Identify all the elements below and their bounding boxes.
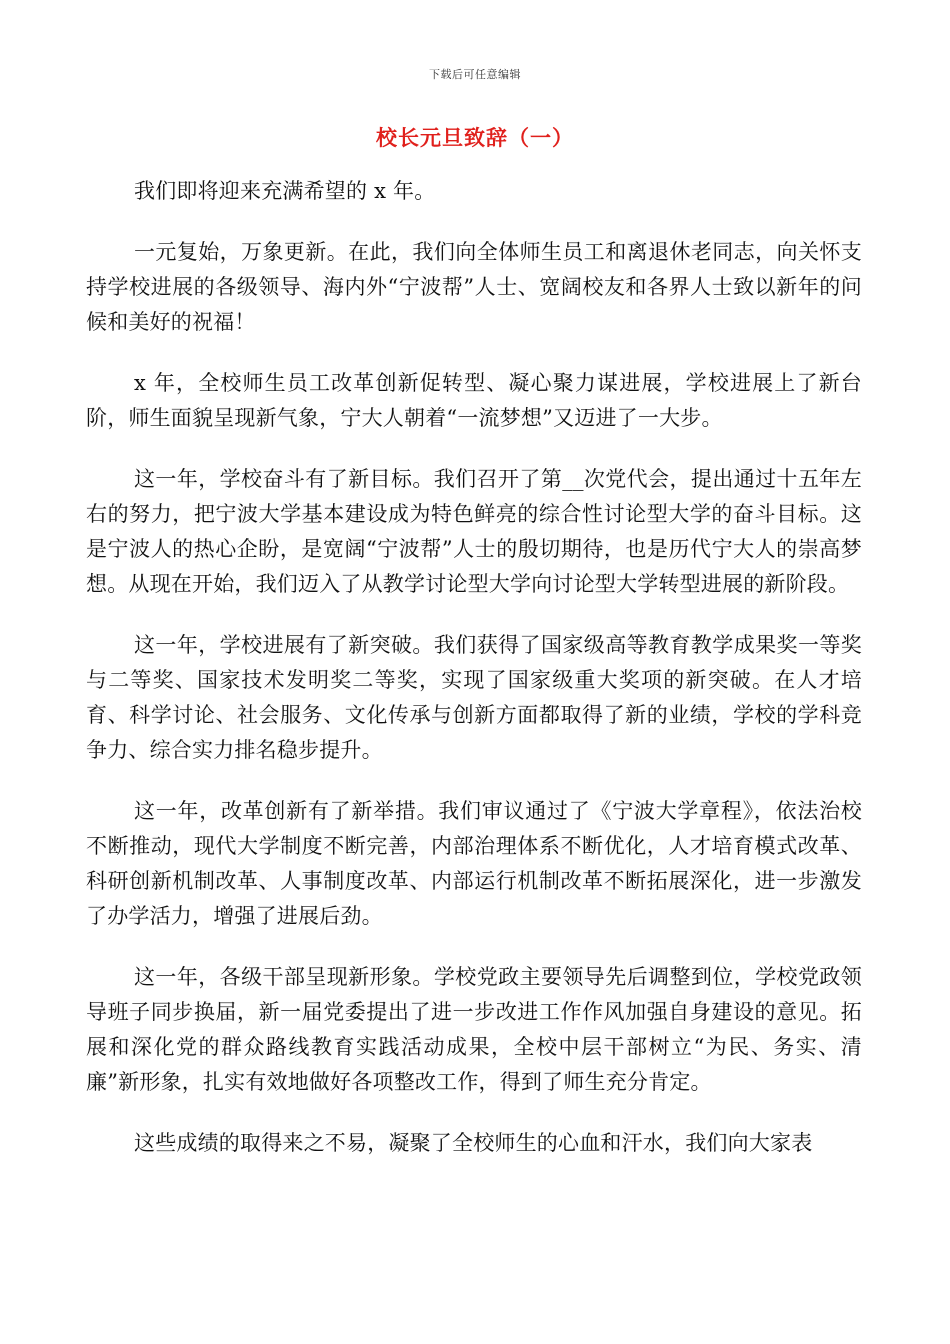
paragraph: x 年，全校师生员工改革创新促转型、凝心聚力谋进展，学校进展上了新台阶，师生面貌呈现新气象，宁大人朝着“一流梦想”又迈进了一大步。: [86, 371, 862, 430]
paragraph: 这些成绩的取得来之不易，凝聚了全校师生的心血和汗水，我们向大家表: [134, 1131, 813, 1155]
paragraph: 这一年，改革创新有了新举措。我们审议通过了《宁波大学章程》，依法治校不断推动，现代大学制度不断完善，内部治理体系不断优化，人才培育模式改革、科研创新机制改革、人事制度改革、内部运行机制改革不断拓展深化，进一步激发了办学活力，增强了进展后劲。: [86, 799, 862, 928]
header-note: 下载后可任意编辑: [429, 68, 521, 81]
paragraph: 一元复始，万象更新。在此，我们向全体师生员工和离退休老同志，向关怀支持学校进展的各级领导、海内外“宁波帮”人士、宽阔校友和各界人士致以新年的问候和美好的祝福！: [86, 240, 862, 334]
paragraph: 这一年，学校进展有了新突破。我们获得了国家级高等教育教学成果奖一等奖与二等奖、国家技术发明奖二等奖，实现了国家级重大奖项的新突破。在人才培育、科学讨论、社会服务、文化传承与创新方面都取得了新的业绩，学校的学科竞争力、综合实力排名稳步提升。: [86, 633, 862, 762]
document-body: [86, 174, 862, 1187]
paragraph: 我们即将迎来充满希望的 x 年。: [134, 179, 436, 203]
paragraph: 这一年，各级干部呈现新形象。学校党政主要领导先后调整到位，学校党政领导班子同步换届，新一届党委提出了进一步改进工作作风加强自身建设的意见。拓展和深化党的群众路线教育实践活动成果，全校中层干部树立“为民、务实、清廉”新形象，扎实有效地做好各项整改工作，得到了师生充分肯定。: [86, 965, 862, 1094]
document-title: 校长元旦致辞（一）: [376, 125, 574, 150]
paragraph: 这一年，学校奋斗有了新目标。我们召开了第__次党代会，提出通过十五年左右的努力，把宁波大学基本建设成为特色鲜亮的综合性讨论型大学的奋斗目标。这是宁波人的热心企盼，是宽阔“宁波帮”人士的殷切期待，也是历代宁大人的崇高梦想。从现在开始，我们迈入了从教学讨论型大学向讨论型大学转型进展的新阶段。: [86, 467, 862, 596]
